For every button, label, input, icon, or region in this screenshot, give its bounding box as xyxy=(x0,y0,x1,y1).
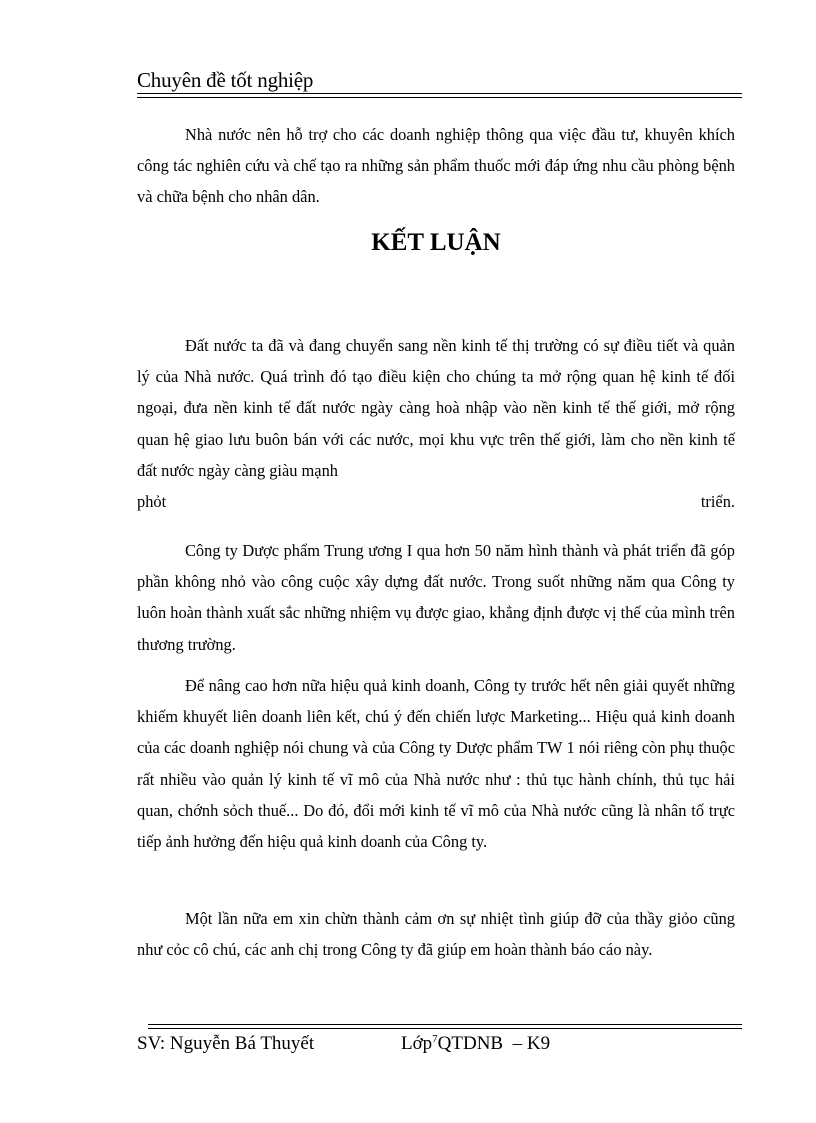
paragraph-4: Một lần nữa em xin chừn thành cảm ơn sự nhiệt tình giúp đỡ của thầy giỏo cũng như cỏc cô chú, các anh chị trong Công ty đã giúp em hoàn thành báo cáo này. xyxy=(137,909,735,960)
paragraph-1-tail-right: triển. xyxy=(700,492,735,512)
footer-divider xyxy=(148,1028,742,1029)
footer-class-name: QTDNB – K9 xyxy=(437,1033,551,1054)
paragraph-1-block xyxy=(137,330,735,517)
paragraph-1: Đất nước ta đã và đang chuyển sang nền kinh tế thị trường có sự điều tiết và quản lý của Nhà nước. Quá trình đó tạo điều kiện cho chúng ta mở rộng quan hệ kinh tế đối ngoại, đưa nền kinh tế đất nước ngày càng hoà nhập vào nền kinh tế thế giới, mở rộng quan hệ giao lưu buôn bán với các nước, mọi khu vực trên thế giới, làm cho nền kinh tế đất nước ngày càng giàu mạnh xyxy=(137,336,735,480)
paragraph-3: Để nâng cao hơn nữa hiệu quả kinh doanh, Công ty trước hết nên giải quyết những khiếm khuyết liên doanh liên kết, chú ý đến chiến lược Marketing... Hiệu quả kinh doanh của các doanh nghiệp nói chung và của Công ty Dược phẩm TW 1 nói riêng còn phụ thuộc rất nhiều vào quản lý kinh tế vĩ mô của Nhà nước như : thủ tục hành chính, thủ tục hải quan, chớnh sỏch thuế... Do đó, đổi mới kinh tế vĩ mô của Nhà nước cũng là nhân tố trực tiếp ảnh hưởng đến hiệu quả kinh doanh của Công ty. xyxy=(137,676,735,852)
footer-divider-thin xyxy=(148,1024,742,1025)
footer-student-name: SV: Nguyễn Bá Thuyết xyxy=(137,1033,315,1054)
paragraph-1-tail-left: phỏt xyxy=(137,492,167,512)
footer-class-prefix: Lớp xyxy=(401,1033,433,1054)
section-heading: KẾT LUẬN xyxy=(371,229,501,256)
footer-class-info xyxy=(401,1030,550,1058)
intro-paragraph: Nhà nước nên hỗ trợ cho các doanh nghiệp thông qua việc đầu tư, khuyên khích công tác nghiên cứu và chế tạo ra những sản phẩm thuốc mới đáp ứng nhu cầu phòng bệnh và chữa bệnh cho nhân dân. xyxy=(137,125,735,207)
paragraph-1-last-line xyxy=(137,486,735,517)
intro-paragraph-block xyxy=(137,119,735,213)
paragraph-3-block xyxy=(137,670,735,857)
header-title: Chuyên đề tốt nghiệp xyxy=(137,68,314,92)
page-number: 7 xyxy=(432,1033,438,1045)
paragraph-4-block xyxy=(137,903,735,965)
header-divider-thin xyxy=(137,97,742,98)
paragraph-2: Công ty Dược phẩm Trung ương I qua hơn 50 năm hình thành và phát triển đã góp phần không nhỏ vào công cuộc xây dựng đất nước. Trong suốt những năm qua Công ty luôn hoàn thành xuất sắc những nhiệm vụ được giao, khẳng định được vị thế của mình trên thương trường. xyxy=(137,541,735,654)
paragraph-2-block xyxy=(137,535,735,660)
header-divider xyxy=(137,93,742,94)
